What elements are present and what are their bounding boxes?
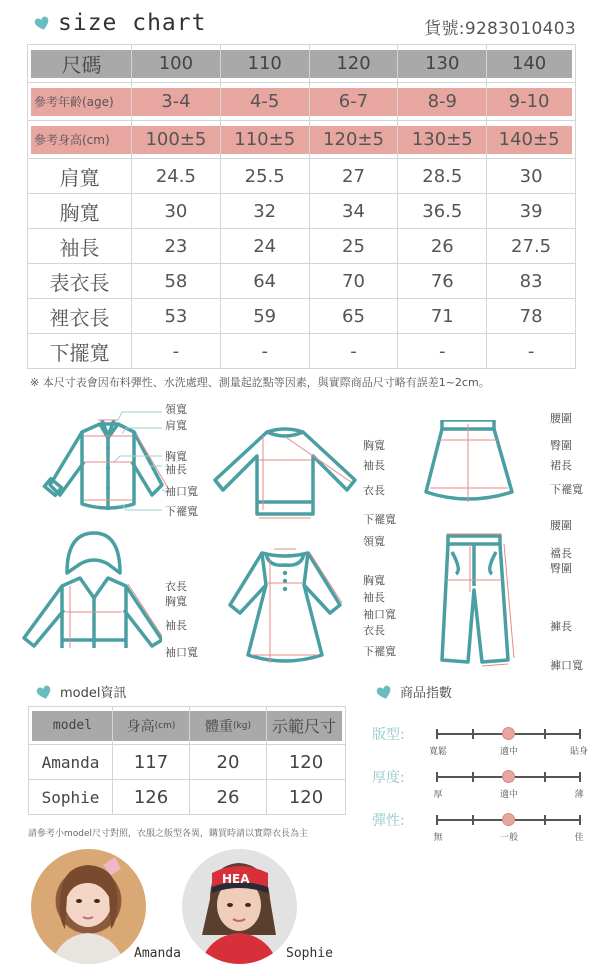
table-cell: 8-9 [398, 83, 487, 121]
table-cell: 34 [309, 194, 398, 229]
table-cell: 78 [487, 299, 576, 334]
row-label: 袖長 [28, 229, 132, 264]
pants-diagram [440, 530, 520, 670]
table-row [28, 159, 576, 194]
model-header-row [29, 707, 346, 745]
table-cell: 120±5 [309, 121, 398, 159]
elasticity-scale [372, 810, 592, 850]
diagram-label: 袖長 [363, 459, 385, 472]
table-cell: 70 [309, 264, 398, 299]
diagram-label: 下襬寬 [165, 505, 198, 518]
table-cell: 4-5 [220, 83, 309, 121]
model-name: Amanda [29, 745, 113, 780]
model-name-label: Sophie [286, 946, 333, 961]
table-cell: 24.5 [132, 159, 221, 194]
diagram-label: 胸寬 [363, 574, 385, 587]
diagram-label: 袖長 [165, 463, 187, 476]
table-cell: 25.5 [220, 159, 309, 194]
diagram-label: 袖口寬 [363, 608, 396, 621]
table-cell: 140±5 [487, 121, 576, 159]
heart-icon [36, 684, 52, 700]
diagram-label: 袖口寬 [165, 485, 198, 498]
scale-min-label: 寬鬆 [428, 747, 448, 757]
table-row [28, 299, 576, 334]
table-cell: 27.5 [487, 229, 576, 264]
table-cell: - [309, 334, 398, 369]
scale-tick [544, 772, 546, 782]
fit-scale [372, 724, 592, 764]
model-name: Sophie [29, 780, 113, 815]
thickness-scale [372, 767, 592, 807]
heart-icon [376, 684, 392, 700]
table-row [28, 229, 576, 264]
table-cell: 120 [267, 780, 346, 815]
scale-tick [579, 772, 581, 782]
scale-marker [502, 770, 515, 783]
table-row [29, 745, 346, 780]
diagram-label: 胸寬 [165, 595, 187, 608]
table-cell: 30 [132, 194, 221, 229]
svg-text:HEA: HEA [222, 872, 250, 886]
row-label: 肩寬 [28, 159, 132, 194]
scale-mid-label: 一般 [499, 833, 519, 843]
diagram-label: 褲長 [550, 620, 572, 633]
table-cell: - [132, 334, 221, 369]
skirt-diagram [420, 420, 520, 510]
model-note: 請參考小model尺寸對照，衣服之版型各異，購買時請以實際衣長為主 [28, 829, 309, 839]
table-cell: 130±5 [398, 121, 487, 159]
table-cell: 27 [309, 159, 398, 194]
scale-tick [472, 772, 474, 782]
scale-tick [579, 815, 581, 825]
scale-tick [436, 815, 438, 825]
table-cell: - [487, 334, 576, 369]
scale-marker [502, 727, 515, 740]
table-cell: 126 [113, 780, 190, 815]
header-cell: 示範尺寸 [267, 707, 346, 745]
size-header-cell: 尺碼 [28, 45, 132, 83]
table-cell: 23 [132, 229, 221, 264]
diagram-label: 腰圍 [550, 412, 572, 425]
age-row [28, 83, 576, 121]
sweater-diagram [205, 410, 365, 520]
table-row [28, 264, 576, 299]
scale-label: 彈性: [372, 813, 405, 829]
diagram-label: 裙長 [550, 459, 572, 472]
table-cell: 83 [487, 264, 576, 299]
table-cell: 26 [190, 780, 267, 815]
scale-mid-label: 適中 [499, 790, 519, 800]
scale-max-label: 薄 [574, 790, 584, 800]
dress-diagram [220, 545, 350, 670]
table-cell: 120 [267, 745, 346, 780]
table-cell: 3-4 [132, 83, 221, 121]
size-header-cell: 110 [220, 45, 309, 83]
header-cell: 身高 (cm) [113, 707, 190, 745]
diagram-label: 臀圍 [550, 562, 572, 575]
diagram-label: 腰圍 [550, 519, 572, 532]
diagram-label: 胸寬 [165, 450, 187, 463]
scale-min-label: 厚 [433, 790, 443, 800]
table-cell: 71 [398, 299, 487, 334]
diagram-label: 臀圍 [550, 439, 572, 452]
height-row [28, 121, 576, 159]
table-cell: 58 [132, 264, 221, 299]
table-cell: - [398, 334, 487, 369]
scale-min-label: 無 [433, 833, 443, 843]
row-label: 表衣長 [28, 264, 132, 299]
diagram-label: 下襬寬 [363, 645, 396, 658]
size-note: ※ 本尺寸表會因布料彈性、水洗處理、測量起訖點等因素，與實際商品尺寸略有誤差1~2cm。 [30, 376, 490, 389]
scale-tick [436, 729, 438, 739]
table-cell: 6-7 [309, 83, 398, 121]
size-header-row [28, 45, 576, 83]
size-header-cell: 130 [398, 45, 487, 83]
row-label: 參考身高(cm) [28, 121, 132, 159]
table-cell: 28.5 [398, 159, 487, 194]
diagram-label: 袖長 [363, 591, 385, 604]
diagram-label: 胸寬 [363, 439, 385, 452]
table-cell: 39 [487, 194, 576, 229]
diagram-label: 領寬 [165, 403, 187, 416]
table-cell: 64 [220, 264, 309, 299]
product-index-title: 商品指數 [376, 682, 452, 701]
header-cell: model [29, 707, 113, 745]
size-header-cell: 140 [487, 45, 576, 83]
diagram-label: 領寬 [363, 535, 385, 548]
row-label: 胸寬 [28, 194, 132, 229]
diagram-label: 衣長 [363, 484, 385, 497]
diagram-label: 衣長 [363, 624, 385, 637]
table-cell: 59 [220, 299, 309, 334]
row-label: 裡衣長 [28, 299, 132, 334]
diagram-label: 衣長 [165, 580, 187, 593]
model-photo-sophie [182, 849, 297, 964]
diagram-label: 襠長 [550, 547, 572, 560]
table-cell: 24 [220, 229, 309, 264]
scale-tick [472, 729, 474, 739]
hoodie-diagram [12, 528, 162, 648]
table-cell: 76 [398, 264, 487, 299]
scale-tick [436, 772, 438, 782]
size-header-cell: 100 [132, 45, 221, 83]
model-info-title: model資訊 [36, 682, 126, 701]
scale-tick [579, 729, 581, 739]
model-table [28, 706, 346, 815]
table-cell: 32 [220, 194, 309, 229]
size-header-cell: 120 [309, 45, 398, 83]
table-cell: 117 [113, 745, 190, 780]
diagram-label: 褲口寬 [550, 659, 583, 672]
scale-max-label: 佳 [574, 833, 584, 843]
table-cell: 25 [309, 229, 398, 264]
size-chart-table [27, 44, 576, 369]
scale-label: 厚度: [372, 770, 405, 786]
table-row [28, 194, 576, 229]
diagram-label: 下襬寬 [550, 483, 583, 496]
table-cell: 20 [190, 745, 267, 780]
scale-mid-label: 適中 [499, 747, 519, 757]
page-title: size chart [58, 10, 207, 36]
table-cell: - [220, 334, 309, 369]
table-cell: 30 [487, 159, 576, 194]
scale-tick [544, 815, 546, 825]
scale-label: 版型: [372, 727, 405, 743]
table-cell: 26 [398, 229, 487, 264]
model-name-label: Amanda [134, 946, 181, 961]
heart-icon [34, 15, 50, 31]
diagram-label: 下襬寬 [363, 513, 396, 526]
table-row [28, 334, 576, 369]
diagram-label: 肩寬 [165, 419, 187, 432]
scale-marker [502, 813, 515, 826]
page-header [34, 8, 206, 38]
diagram-label: 袖口寬 [165, 646, 198, 659]
scale-max-label: 貼身 [569, 747, 589, 757]
model-photo-amanda [31, 849, 146, 964]
table-cell: 53 [132, 299, 221, 334]
item-number: 貨號:9283010403 [424, 19, 576, 39]
row-label: 參考年齡(age) [28, 83, 132, 121]
table-cell: 100±5 [132, 121, 221, 159]
table-cell: 9-10 [487, 83, 576, 121]
table-row [29, 780, 346, 815]
table-cell: 110±5 [220, 121, 309, 159]
row-label: 下擺寬 [28, 334, 132, 369]
diagram-label: 袖長 [165, 619, 187, 632]
table-cell: 36.5 [398, 194, 487, 229]
header-cell: 體重 (kg) [190, 707, 267, 745]
table-cell: 65 [309, 299, 398, 334]
scale-tick [472, 815, 474, 825]
scale-tick [544, 729, 546, 739]
